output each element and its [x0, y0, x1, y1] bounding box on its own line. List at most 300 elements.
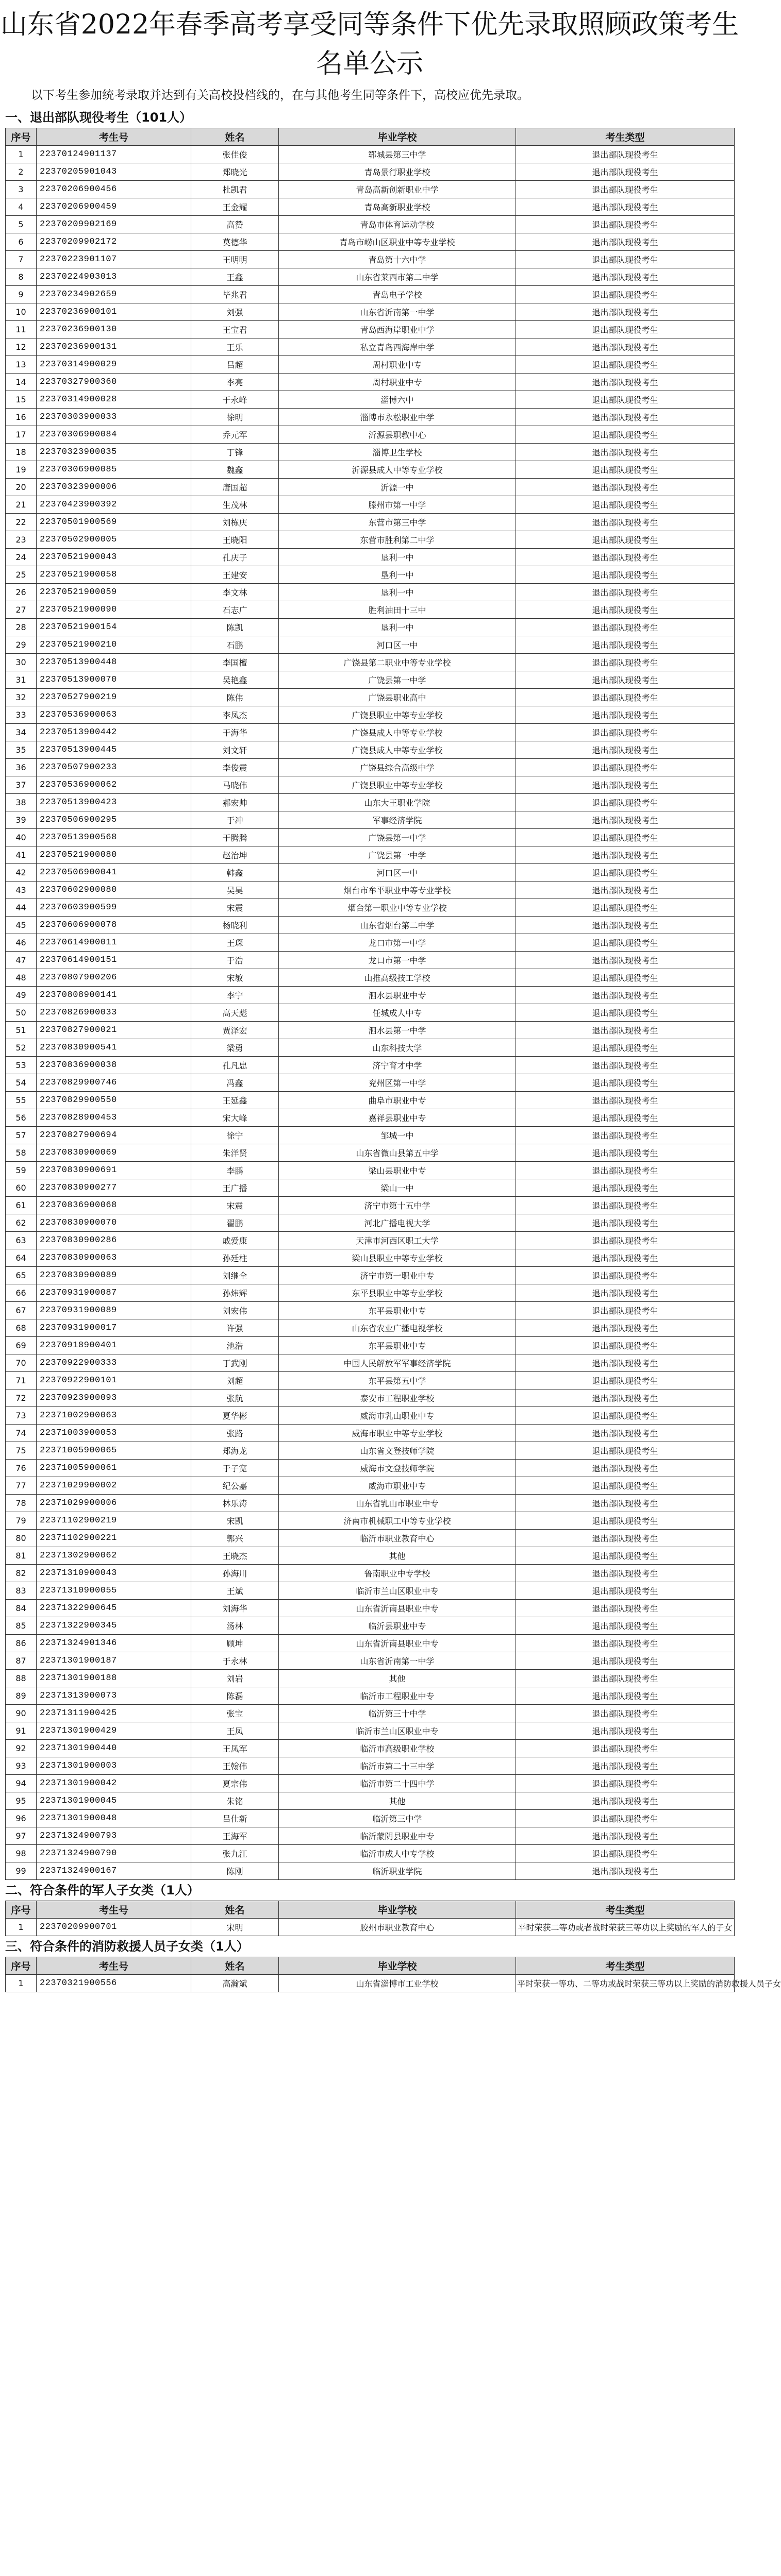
- row-exam-id: 22370306900084: [37, 426, 191, 444]
- row-school: 济宁市第一职业中专: [279, 1267, 516, 1284]
- row-type: 退出部队现役考生: [516, 461, 735, 479]
- row-type: 退出部队现役考生: [516, 1004, 735, 1022]
- row-school: 其他: [279, 1670, 516, 1687]
- row-school: 其他: [279, 1547, 516, 1565]
- row-school: 河口区一中: [279, 636, 516, 654]
- row-exam-id: 22370830900063: [37, 1249, 191, 1267]
- table-row: [6, 1127, 735, 1144]
- row-name: 石鹏: [191, 636, 279, 654]
- row-exam-id: 22370829900746: [37, 1074, 191, 1092]
- row-type: 退出部队现役考生: [516, 987, 735, 1004]
- table-row: [6, 444, 735, 461]
- table-row: [6, 689, 735, 706]
- row-name: 刘超: [191, 1372, 279, 1389]
- row-type: 退出部队现役考生: [516, 1477, 735, 1495]
- row-seq: 23: [6, 531, 37, 549]
- row-type: 退出部队现役考生: [516, 689, 735, 706]
- table-row: [6, 811, 735, 829]
- row-type: 退出部队现役考生: [516, 584, 735, 601]
- row-name: 陈伟: [191, 689, 279, 706]
- table-row: [6, 741, 735, 759]
- row-seq: 50: [6, 1004, 37, 1022]
- row-exam-id: 22370323900035: [37, 444, 191, 461]
- sections-container: [0, 107, 781, 1992]
- row-exam-id: 22371002900063: [37, 1407, 191, 1425]
- table-row: [6, 864, 735, 882]
- section-title: 三、符合条件的消防救援人员子女类（1人）: [5, 1939, 249, 1954]
- candidate-table: [5, 1957, 781, 1992]
- table-row: [6, 1652, 735, 1670]
- row-name: 李宁: [191, 987, 279, 1004]
- candidate-table: [5, 128, 735, 1880]
- row-name: 刘宏伟: [191, 1302, 279, 1319]
- row-school: 东营市胜利第二中学: [279, 531, 516, 549]
- table-row: [6, 1319, 735, 1337]
- table-row: [6, 1862, 735, 1880]
- row-school: 广饶县职业中等专业学校: [279, 776, 516, 794]
- row-name: 戚爱康: [191, 1232, 279, 1249]
- header-seq: 序号: [6, 1957, 37, 1975]
- row-school: 青岛高新创新职业中学: [279, 181, 516, 198]
- row-type: 退出部队现役考生: [516, 1827, 735, 1845]
- row-seq: 90: [6, 1705, 37, 1722]
- row-seq: 83: [6, 1582, 37, 1600]
- table-row: [6, 1975, 735, 1992]
- row-exam-id: 22370209900701: [37, 1919, 191, 1936]
- row-school: 广饶县第一中学: [279, 671, 516, 689]
- row-seq: 10: [6, 303, 37, 321]
- table-row: [6, 1530, 735, 1547]
- table-row: [6, 426, 735, 444]
- row-type: 退出部队现役考生: [516, 882, 735, 899]
- row-type: 退出部队现役考生: [516, 1232, 735, 1249]
- row-school: 军事经济学院: [279, 811, 516, 829]
- row-school: 山东省乳山市职业中专: [279, 1495, 516, 1512]
- row-type: 退出部队现役考生: [516, 479, 735, 496]
- row-school: 河口区一中: [279, 864, 516, 882]
- row-type: 退出部队现役考生: [516, 671, 735, 689]
- row-seq: 57: [6, 1127, 37, 1144]
- row-exam-id: 22370614900151: [37, 952, 191, 969]
- table-row: [6, 1757, 735, 1775]
- row-seq: 17: [6, 426, 37, 444]
- row-seq: 53: [6, 1057, 37, 1074]
- row-seq: 63: [6, 1232, 37, 1249]
- row-school: 威海市乳山职业中专: [279, 1407, 516, 1425]
- row-seq: 25: [6, 566, 37, 584]
- row-exam-id: 22370506900295: [37, 811, 191, 829]
- row-name: 李国檀: [191, 654, 279, 671]
- row-school: 周村职业中专: [279, 356, 516, 374]
- table-row: [6, 198, 735, 216]
- table-row: [6, 1232, 735, 1249]
- row-school: 胜利油田十三中: [279, 601, 516, 619]
- row-type: 退出部队现役考生: [516, 1565, 735, 1582]
- row-type: 退出部队现役考生: [516, 268, 735, 286]
- row-type: 退出部队现役考生: [516, 1687, 735, 1705]
- row-school: 私立青岛西海岸中学: [279, 338, 516, 356]
- table-row: [6, 374, 735, 391]
- row-type: 退出部队现役考生: [516, 776, 735, 794]
- table-row: [6, 1670, 735, 1687]
- row-type: 退出部队现役考生: [516, 1792, 735, 1810]
- row-seq: 16: [6, 409, 37, 426]
- table-row: [6, 479, 735, 496]
- row-seq: 59: [6, 1162, 37, 1179]
- row-seq: 13: [6, 356, 37, 374]
- table-row: [6, 1495, 735, 1512]
- row-type: 退出部队现役考生: [516, 374, 735, 391]
- row-name: 于子宽: [191, 1460, 279, 1477]
- header-school: 毕业学校: [279, 1957, 516, 1975]
- row-seq: 15: [6, 391, 37, 409]
- row-name: 于腾腾: [191, 829, 279, 846]
- row-school: 山东省沂南县职业中专: [279, 1635, 516, 1652]
- row-exam-id: 22370513900442: [37, 724, 191, 741]
- row-type: 退出部队现役考生: [516, 1652, 735, 1670]
- table-row: [6, 1057, 735, 1074]
- row-seq: 8: [6, 268, 37, 286]
- row-exam-id: 22371301900003: [37, 1757, 191, 1775]
- row-exam-id: 22370918900401: [37, 1337, 191, 1354]
- row-exam-id: 22370922900333: [37, 1354, 191, 1372]
- row-exam-id: 22371029900006: [37, 1495, 191, 1512]
- row-seq: 79: [6, 1512, 37, 1530]
- table-row: [6, 1337, 735, 1354]
- row-type: 退出部队现役考生: [516, 1197, 735, 1214]
- row-seq: 44: [6, 899, 37, 917]
- row-school: 济南市机械职工中等专业学校: [279, 1512, 516, 1530]
- row-exam-id: 22370836900068: [37, 1197, 191, 1214]
- row-seq: 47: [6, 952, 37, 969]
- row-type: 退出部队现役考生: [516, 1407, 735, 1425]
- table-row: [6, 549, 735, 566]
- row-exam-id: 22370521900058: [37, 566, 191, 584]
- row-exam-id: 22370513900070: [37, 671, 191, 689]
- page-subtitle: 以下考生参加统考录取并达到有关高校投档线的，在与其他考生同等条件下，高校应优先录取。: [31, 89, 529, 102]
- table-header-row: [6, 128, 735, 146]
- row-seq: 55: [6, 1092, 37, 1109]
- row-exam-id: 22370502900005: [37, 531, 191, 549]
- row-name: 池浩: [191, 1337, 279, 1354]
- row-seq: 70: [6, 1354, 37, 1372]
- table-row: [6, 724, 735, 741]
- row-name: 刘栋庆: [191, 514, 279, 531]
- row-name: 高天彪: [191, 1004, 279, 1022]
- table-row: [6, 321, 735, 338]
- row-type: 退出部队现役考生: [516, 1530, 735, 1547]
- row-name: 石志广: [191, 601, 279, 619]
- table-row: [6, 251, 735, 268]
- row-school: 东平县第五中学: [279, 1372, 516, 1389]
- row-school: 垦利一中: [279, 549, 516, 566]
- table-row: [6, 829, 735, 846]
- table-row: [6, 1740, 735, 1757]
- row-type: 退出部队现役考生: [516, 1460, 735, 1477]
- row-name: 吕超: [191, 356, 279, 374]
- row-seq: 60: [6, 1179, 37, 1197]
- row-name: 张九江: [191, 1845, 279, 1862]
- row-school: 山东省沂南第一中学: [279, 303, 516, 321]
- table-row: [6, 1284, 735, 1302]
- row-school: 临沂市第二十四中学: [279, 1775, 516, 1792]
- row-school: 烟台第一职业中等专业学校: [279, 899, 516, 917]
- row-seq: 2: [6, 163, 37, 181]
- row-exam-id: 22370836900038: [37, 1057, 191, 1074]
- row-seq: 42: [6, 864, 37, 882]
- row-name: 丁锋: [191, 444, 279, 461]
- row-type: 退出部队现役考生: [516, 1092, 735, 1109]
- table-row: [6, 1547, 735, 1565]
- row-name: 张路: [191, 1425, 279, 1442]
- row-exam-id: 22371301900048: [37, 1810, 191, 1827]
- row-exam-id: 22370922900101: [37, 1372, 191, 1389]
- table-row: [6, 776, 735, 794]
- row-exam-id: 22370521900080: [37, 846, 191, 864]
- row-seq: 36: [6, 759, 37, 776]
- row-type: 退出部队现役考生: [516, 444, 735, 461]
- row-type: 退出部队现役考生: [516, 1617, 735, 1635]
- row-school: 泰安市工程职业学校: [279, 1389, 516, 1407]
- row-seq: 21: [6, 496, 37, 514]
- row-name: 林乐涛: [191, 1495, 279, 1512]
- row-type: 退出部队现役考生: [516, 251, 735, 268]
- row-exam-id: 22370521900154: [37, 619, 191, 636]
- table-row: [6, 409, 735, 426]
- row-type: 退出部队现役考生: [516, 619, 735, 636]
- table-row: [6, 1039, 735, 1057]
- header-name: 姓名: [191, 128, 279, 146]
- row-exam-id: 22370306900085: [37, 461, 191, 479]
- row-exam-id: 22371301900440: [37, 1740, 191, 1757]
- row-school: 临沂市高级职业学校: [279, 1740, 516, 1757]
- table-row: [6, 286, 735, 303]
- row-school: 济宁育才中学: [279, 1057, 516, 1074]
- table-row: [6, 1022, 735, 1039]
- row-school: 中国人民解放军军事经济学院: [279, 1354, 516, 1372]
- row-school: 曲阜市职业中专: [279, 1092, 516, 1109]
- row-name: 李鹏: [191, 1162, 279, 1179]
- header-school: 毕业学校: [279, 128, 516, 146]
- row-exam-id: 22371324900167: [37, 1862, 191, 1880]
- table-row: [6, 1267, 735, 1284]
- row-seq: 28: [6, 619, 37, 636]
- row-exam-id: 22370830900070: [37, 1214, 191, 1232]
- row-exam-id: 22370602900080: [37, 882, 191, 899]
- row-school: 青岛电子学校: [279, 286, 516, 303]
- table-row: [6, 1792, 735, 1810]
- table-row: [6, 531, 735, 549]
- row-school: 郓城县第三中学: [279, 146, 516, 163]
- header-name: 姓名: [191, 1957, 279, 1975]
- row-exam-id: 22371102900219: [37, 1512, 191, 1530]
- row-type: 退出部队现役考生: [516, 496, 735, 514]
- table-row: [6, 1827, 735, 1845]
- row-exam-id: 22370234902659: [37, 286, 191, 303]
- row-name: 翟鹏: [191, 1214, 279, 1232]
- row-seq: 95: [6, 1792, 37, 1810]
- table-row: [6, 1214, 735, 1232]
- row-type: 退出部队现役考生: [516, 811, 735, 829]
- row-school: 临沂第三十中学: [279, 1705, 516, 1722]
- table-row: [6, 1477, 735, 1495]
- row-school: 山东省文登技师学院: [279, 1442, 516, 1460]
- table-row: [6, 1600, 735, 1617]
- row-seq: 38: [6, 794, 37, 811]
- row-school: 青岛市体育运动学校: [279, 216, 516, 233]
- row-name: 郑晓光: [191, 163, 279, 181]
- row-type: 退出部队现役考生: [516, 549, 735, 566]
- row-seq: 71: [6, 1372, 37, 1389]
- row-school: 天津市河西区职工大学: [279, 1232, 516, 1249]
- row-exam-id: 22370603900599: [37, 899, 191, 917]
- row-school: 泗水县职业中专: [279, 987, 516, 1004]
- row-exam-id: 22371322900645: [37, 1600, 191, 1617]
- row-exam-id: 22370527900219: [37, 689, 191, 706]
- row-name: 王凤: [191, 1722, 279, 1740]
- table-header-row: [6, 1957, 735, 1975]
- row-seq: 75: [6, 1442, 37, 1460]
- row-type: 退出部队现役考生: [516, 321, 735, 338]
- header-exam-id: 考生号: [37, 128, 191, 146]
- row-seq: 54: [6, 1074, 37, 1092]
- row-type: 退出部队现役考生: [516, 1127, 735, 1144]
- row-school: 山东省烟台第二中学: [279, 917, 516, 934]
- row-exam-id: 22370614900011: [37, 934, 191, 952]
- row-seq: 18: [6, 444, 37, 461]
- row-exam-id: 22371029900002: [37, 1477, 191, 1495]
- row-name: 王晓杰: [191, 1547, 279, 1565]
- row-exam-id: 22370536900063: [37, 706, 191, 724]
- row-school: 济宁市第十五中学: [279, 1197, 516, 1214]
- row-type: 退出部队现役考生: [516, 216, 735, 233]
- row-school: 滕州市第一中学: [279, 496, 516, 514]
- table-row: [6, 1179, 735, 1197]
- row-type: 退出部队现役考生: [516, 391, 735, 409]
- row-seq: 62: [6, 1214, 37, 1232]
- row-name: 李亮: [191, 374, 279, 391]
- row-type: 退出部队现役考生: [516, 706, 735, 724]
- row-seq: 20: [6, 479, 37, 496]
- row-seq: 69: [6, 1337, 37, 1354]
- row-type: 退出部队现役考生: [516, 1547, 735, 1565]
- row-name: 丁武刚: [191, 1354, 279, 1372]
- row-name: 陈磊: [191, 1687, 279, 1705]
- row-name: 于永林: [191, 1652, 279, 1670]
- row-name: 王翰伟: [191, 1757, 279, 1775]
- row-name: 乔元军: [191, 426, 279, 444]
- row-school: 临沂市兰山区职业中专: [279, 1582, 516, 1600]
- row-school: 其他: [279, 1792, 516, 1810]
- row-name: 杜凯君: [191, 181, 279, 198]
- row-name: 于浩: [191, 952, 279, 969]
- row-type: 退出部队现役考生: [516, 1214, 735, 1232]
- row-school: 广饶县第二职业中等专业学校: [279, 654, 516, 671]
- row-name: 冯鑫: [191, 1074, 279, 1092]
- row-exam-id: 22370423900392: [37, 496, 191, 514]
- header-name: 姓名: [191, 1901, 279, 1919]
- row-exam-id: 22371301900045: [37, 1792, 191, 1810]
- table-row: [6, 1460, 735, 1477]
- row-school: 淄博六中: [279, 391, 516, 409]
- row-seq: 98: [6, 1845, 37, 1862]
- row-seq: 6: [6, 233, 37, 251]
- table-row: [6, 566, 735, 584]
- row-name: 郑海龙: [191, 1442, 279, 1460]
- row-exam-id: 22370501900569: [37, 514, 191, 531]
- row-name: 王延鑫: [191, 1092, 279, 1109]
- row-name: 王凤军: [191, 1740, 279, 1757]
- row-name: 莫德华: [191, 233, 279, 251]
- row-school: 周村职业中专: [279, 374, 516, 391]
- row-exam-id: 22370224903013: [37, 268, 191, 286]
- row-school: 沂源县职教中心: [279, 426, 516, 444]
- row-seq: 1: [6, 1975, 37, 1992]
- row-exam-id: 22370206900459: [37, 198, 191, 216]
- row-school: 临沂市工程职业中专: [279, 1687, 516, 1705]
- row-seq: 80: [6, 1530, 37, 1547]
- table-row: [6, 1617, 735, 1635]
- table-row: [6, 146, 735, 163]
- row-name: 梁勇: [191, 1039, 279, 1057]
- table-row: [6, 1775, 735, 1792]
- row-type: 退出部队现役考生: [516, 1389, 735, 1407]
- row-name: 孙炜辉: [191, 1284, 279, 1302]
- row-exam-id: 22370314900028: [37, 391, 191, 409]
- row-school: 东平县职业中等专业学校: [279, 1284, 516, 1302]
- row-exam-id: 22370807900206: [37, 969, 191, 987]
- row-seq: 99: [6, 1862, 37, 1880]
- row-exam-id: 22371313900073: [37, 1687, 191, 1705]
- row-exam-id: 22370206900456: [37, 181, 191, 198]
- table-row: [6, 1565, 735, 1582]
- row-type: 退出部队现役考生: [516, 1600, 735, 1617]
- table-row: [6, 461, 735, 479]
- table-row: [6, 952, 735, 969]
- row-type: 退出部队现役考生: [516, 1179, 735, 1197]
- row-exam-id: 22370830900277: [37, 1179, 191, 1197]
- row-name: 王斌: [191, 1582, 279, 1600]
- row-seq: 73: [6, 1407, 37, 1425]
- table-row: [6, 636, 735, 654]
- row-exam-id: 22371102900221: [37, 1530, 191, 1547]
- row-exam-id: 22370826900033: [37, 1004, 191, 1022]
- row-type: 退出部队现役考生: [516, 1302, 735, 1319]
- row-name: 夏宗伟: [191, 1775, 279, 1792]
- row-name: 张佳俊: [191, 146, 279, 163]
- row-school: 东营市第三中学: [279, 514, 516, 531]
- row-school: 广饶县成人中等专业学校: [279, 724, 516, 741]
- row-name: 夏华彬: [191, 1407, 279, 1425]
- row-exam-id: 22370209902169: [37, 216, 191, 233]
- row-school: 胶州市职业教育中心: [279, 1919, 516, 1936]
- row-exam-id: 22370513900448: [37, 654, 191, 671]
- row-seq: 82: [6, 1565, 37, 1582]
- row-type: 退出部队现役考生: [516, 794, 735, 811]
- row-seq: 74: [6, 1425, 37, 1442]
- row-school: 临沂市成人中专学校: [279, 1845, 516, 1862]
- row-exam-id: 22370923900093: [37, 1389, 191, 1407]
- row-name: 宋明: [191, 1919, 279, 1936]
- row-school: 山东科技大学: [279, 1039, 516, 1057]
- row-type: 退出部队现役考生: [516, 1162, 735, 1179]
- table-row: [6, 1302, 735, 1319]
- row-school: 临沂市职业教育中心: [279, 1530, 516, 1547]
- row-seq: 33: [6, 706, 37, 724]
- table-row: [6, 1249, 735, 1267]
- row-type: 退出部队现役考生: [516, 952, 735, 969]
- row-type: 退出部队现役考生: [516, 846, 735, 864]
